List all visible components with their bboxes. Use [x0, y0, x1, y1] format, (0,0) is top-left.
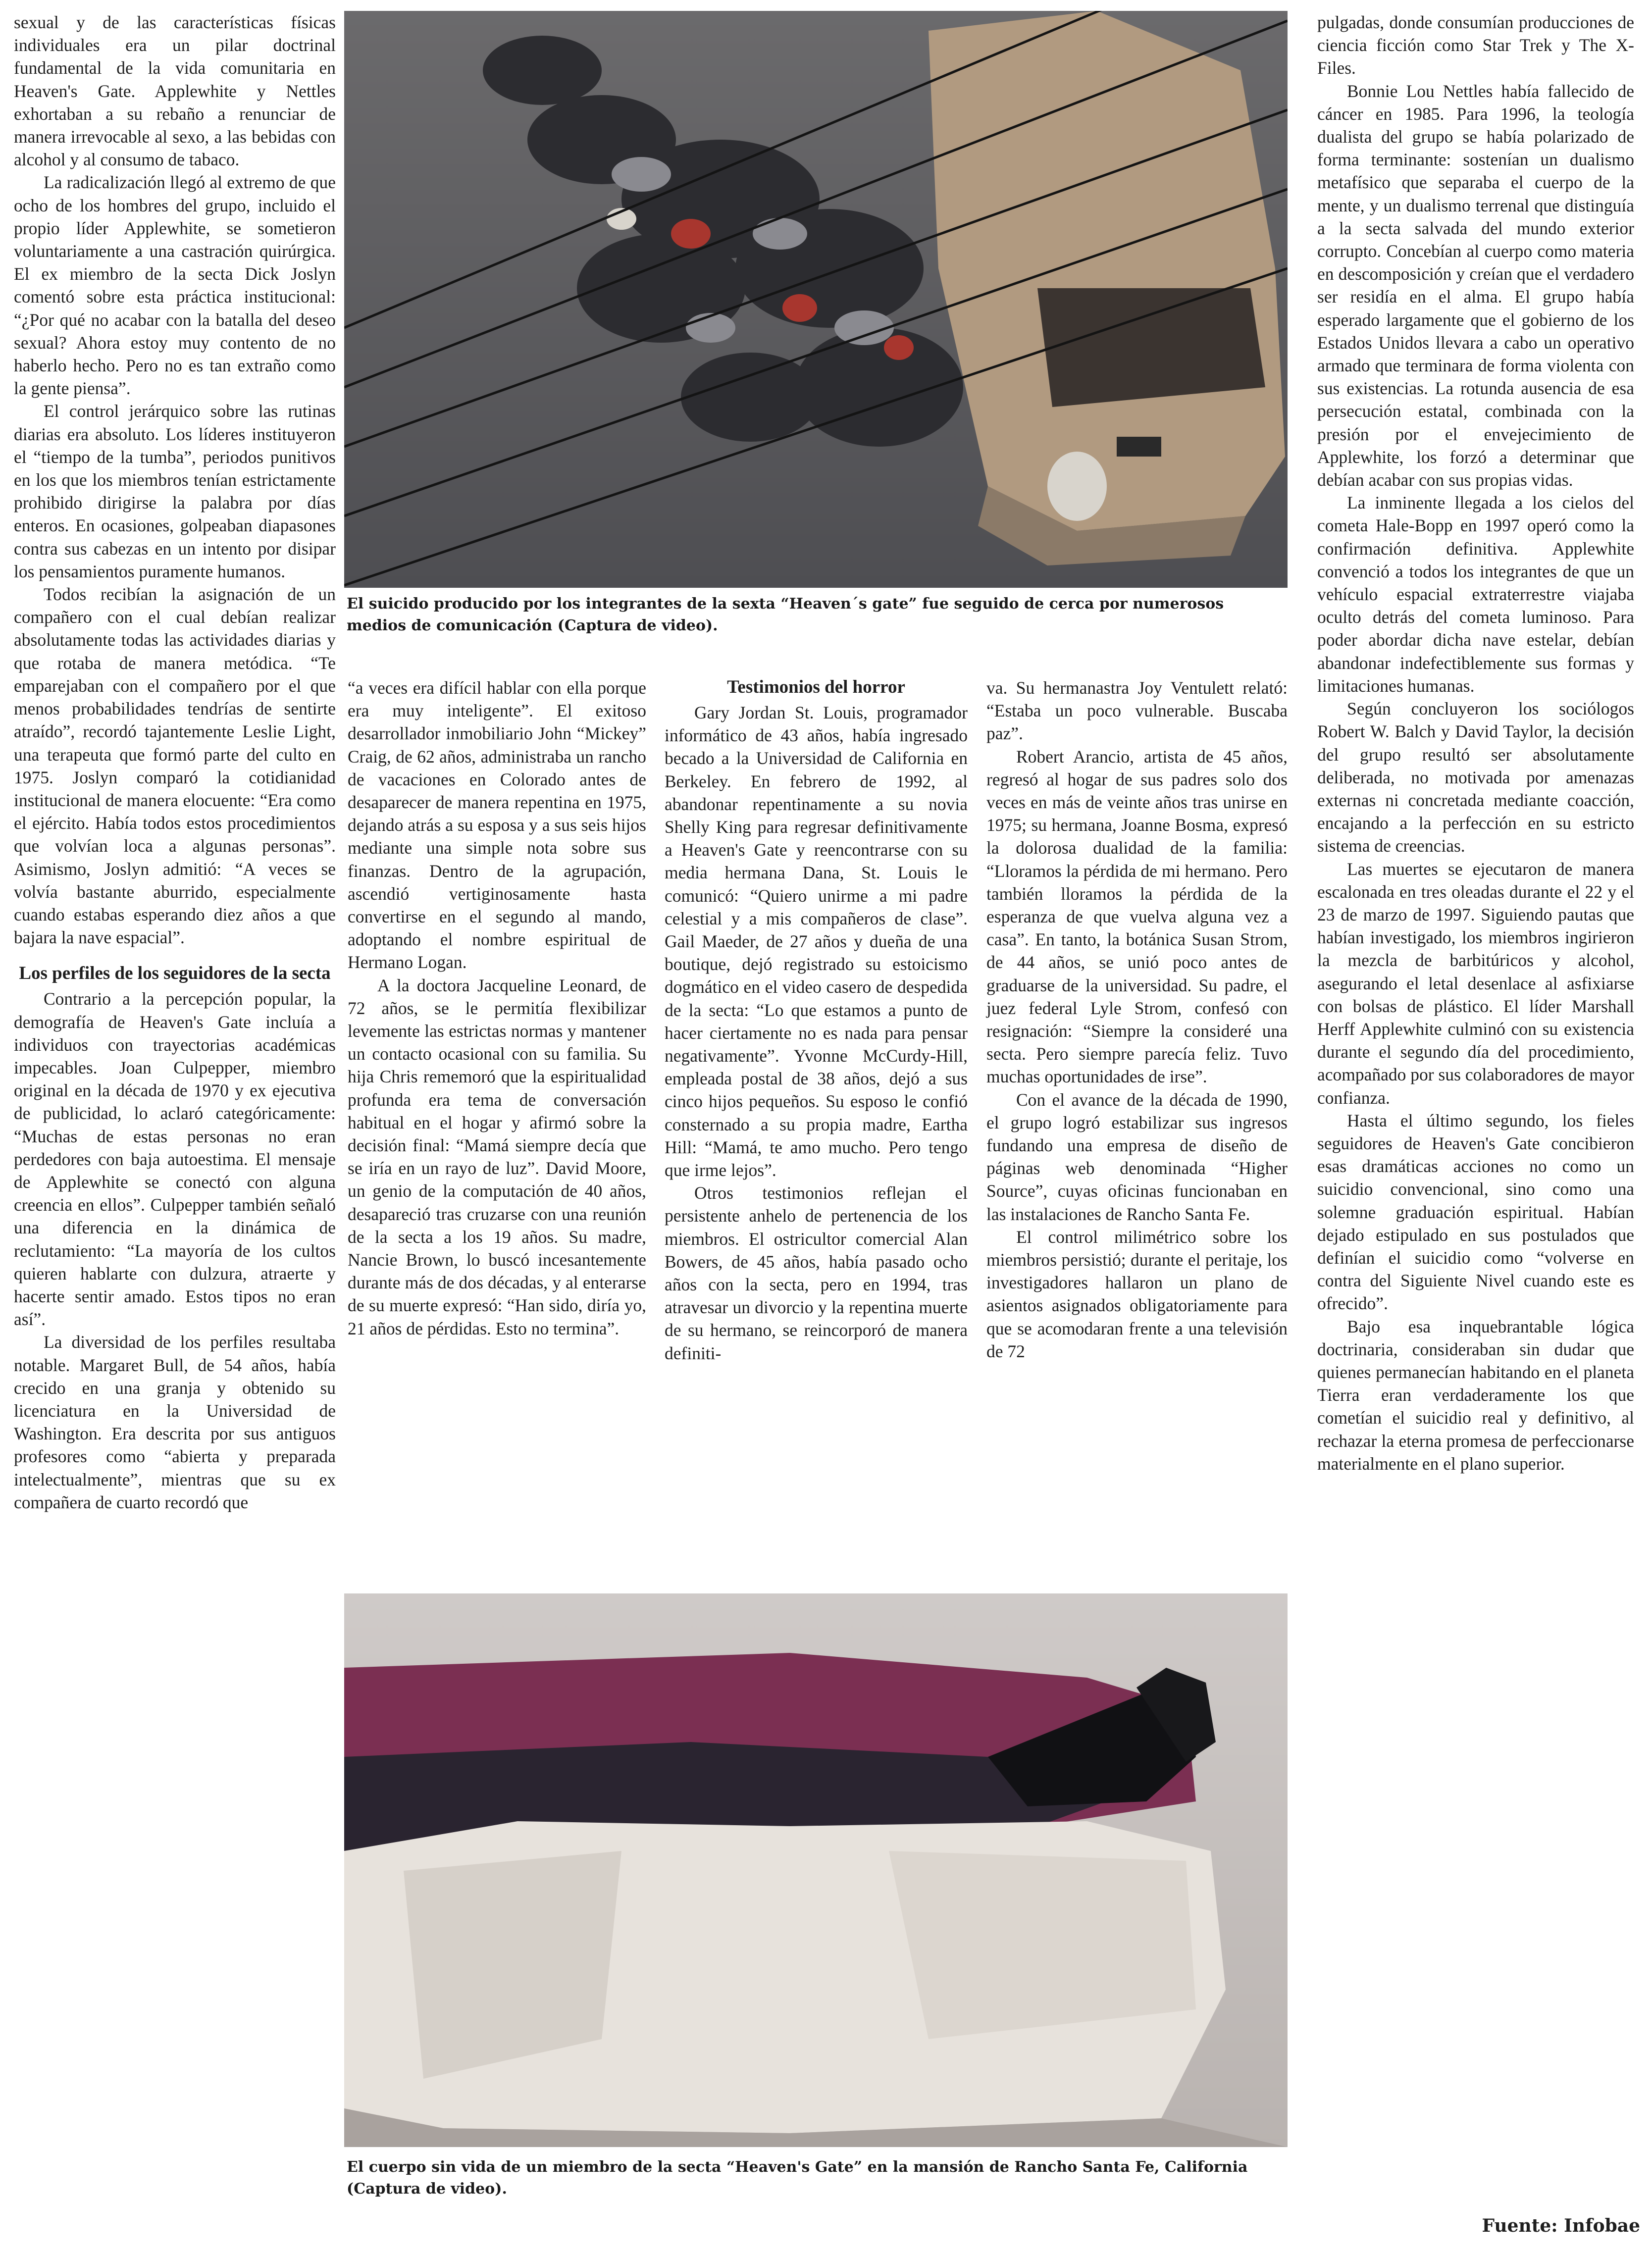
column-2 [348, 676, 646, 1340]
paragraph: La diversidad de los perfiles resultaba notable. Margaret Bull, de 54 años, había crecido en una granja y obtenido su licenciatura en la Universidad de Washington. Era descrita por sus antiguos profesores como “abierta y preparada intelectualmente”, mientras que su ex compañera de cuarto recordó que [14, 1332, 336, 1512]
section-heading-testimonios: Testimonios del horror [727, 677, 905, 697]
caption-photo-1: El suicido producido por los integrantes de la sexta “Heaven´s gate” fue seguido de cerca por numerosos medios de comunicación (Captura de video). [347, 595, 1224, 634]
paragraph: Otros testimonios reflejan el persistente anhelo de pertenencia de los miembros. El ostricultor comercial Alan Bowers, de 45 años, había pasado ocho años con la secta, pero en 1994, tras atravesar un divorcio y la repentina muerte de su hermano, se reincorporó de manera definiti- [665, 1183, 968, 1363]
source-credit: Fuente: Infobae [1482, 2215, 1640, 2236]
paragraph: Con el avance de la década de 1990, el grupo logró estabilizar sus ingresos fundando una empresa de diseño de páginas web denominada “Higher Source”, cuyas oficinas funcionaban en las instalaciones de Rancho Santa Fe. [986, 1089, 1288, 1224]
paragraph: Hasta el último segundo, los fieles seguidores de Heaven's Gate concibieron esas dramáticas acciones no como un suicidio convencional, sino como una solemne graduación espiritual. Habían dejado estipulado en sus postulados que definían el suicidio como “volverse en contra del Siguiente Nivel cuando este es ofrecido”. [1317, 1110, 1634, 1314]
caption-photo-2: El cuerpo sin vida de un miembro de la secta “Heaven's Gate” en la mansión de Rancho Santa Fe, California (Captura de video). [347, 2158, 1248, 2198]
paragraph: El control milimétrico sobre los miembros persistió; durante el peritaje, los investigadores hallaron un plano de asientos asignados obligatoriamente para que se acomodaran frente a una televisión de 72 [986, 1227, 1288, 1361]
column-1-top [14, 11, 336, 1514]
section-heading-profiles: Los perfiles de los seguidores de la secta [19, 963, 331, 984]
paragraph: va. Su hermanastra Joy Ventulett relató: “Estaba un poco vulnerable. Buscaba paz”. [986, 678, 1288, 744]
paragraph: Todos recibían la asignación de un compañero con el cual debían realizar absolutamente todas las actividades diarias y que rotaba de manera metódica. “Te emparejaban con el compañero por el que menos probabilidades tendrías de sentirte atraído”, recordó tajantemente Leslie Light, una terapeuta que formó parte del culto en 1975. Joslyn comparó la cotidianidad institucional de manera elocuente: “Era como el ejército. Había todos estos procedimientos que volvían loca a algunas personas”. Asimismo, Joslyn admitió: “A veces se volvía bastante aburrido, especialmente cuando estabas esperando diez años a que bajara la nave espacial”. [14, 584, 336, 948]
paragraph: La radicalización llegó al extremo de que ocho de los hombres del grupo, incluido el propio líder Applewhite, se sometieron voluntariamente a una castración quirúrgica. El ex miembro de la secta Dick Joslyn comentó sobre esta práctica institucional: “¿Por qué no acabar con la batalla del deseo sexual? Ahora estoy muy contento de no haberlo hecho. Pero no es tan extraño como la gente piensa”. [14, 172, 336, 399]
photo-media-crowd [344, 11, 1288, 588]
paragraph: Bajo esa inquebrantable lógica doctrinaria, consideraban sin dudar que quienes permanecían habitando en el planeta Tierra eran verdaderamente los que cometían el suicidio real y definitivo, al rechazar la eterna promesa de perfeccionarse materialmente en el plano superior. [1317, 1316, 1634, 1474]
column-4 [986, 676, 1288, 1363]
paragraph: “a veces era difícil hablar con ella porque era muy inteligente”. El exitoso desarrollador inmobiliario John “Mickey” Craig, de 62 años, administraba un rancho de vacaciones en Colorado antes de desaparecer de manera repentina en 1975, dejando atrás a su esposa y a sus seis hijos mediante una simple nota sobre sus finanzas. Dentro de la agrupación, ascendió vertiginosamente hasta convertirse en el segundo al mando, adoptando el nombre espiritual de Hermano Logan. [348, 678, 646, 973]
paragraph: Gary Jordan St. Louis, programador informático de 43 años, había ingresado becado a la Universidad de California en Berkeley. En febrero de 1992, al abandonar repentinamente a su novia Shelly King para regresar definitivamente a Heaven's Gate y reencontrarse con su media hermana Dana, St. Louis le comunicó: “Quiero unirme a mi padre celestial y a mis compañeros de clase”. Gail Maeder, de 27 años y dueña de una boutique, dejó registrado su estoicismo dogmático en el video casero de despedida de la secta: “Lo que estamos a punto de hacer ciertamente no es nada para pensar negativamente”. Yvonne McCurdy-Hill, empleada postal de 38 años, dejó a sus cinco hijos pequeños. Su esposo le confió consternado a su propia madre, Eartha Hill: “Mamá, te amo mucho. Pero tengo que irme lejos”. [665, 703, 968, 1180]
photo-shrouded-body [344, 1593, 1288, 2147]
paragraph: Robert Arancio, artista de 45 años, regresó al hogar de sus padres solo dos veces en más de veinte años tras unirse en 1975; su hermana, Joanne Bosma, expresó la dolorosa dualidad de la familia: “Lloramos la pérdida de mi hermano. Pero también lloramos la pérdida de la esperanza de que vuelva alguna vez a casa”. En tanto, la botánica Susan Strom, de 44 años, se unió poco antes de graduarse de la universidad. Su padre, el juez federal Lyle Strom, confesó con resignación: “Siempre la consideré una secta. Pero siempre parecía feliz. Tuvo muchas oportunidades de irse”. [986, 746, 1288, 1087]
paragraph: A la doctora Jacqueline Leonard, de 72 años, se le permitía flexibilizar levemente las estrictas normas y mantener un contacto ocasional con su familia. Su hija Chris rememoró que la espiritualidad profunda era tema de conversación habitual en el hogar y afirmó sobre la decisión final: “Mamá siempre decía que se iría en un rayo de luz”. David Moore, un genio de la computación de 40 años, desapareció tras cruzarse con una reunión de la secta a los 19 años. Su madre, Nancie Brown, lo buscó incesantemente durante más de dos décadas, y al enterarse de su muerte expresó: “Han sido, diría yo, 21 años de pérdidas. Esto no termina”. [348, 975, 646, 1338]
paragraph: La inminente llegada a los cielos del cometa Hale-Bopp en 1997 operó como la confirmación definitiva. Applewhite convenció a todos los integrantes de que un vehículo espacial extraterrestre viajaba oculto detrás del cometa luminoso. Para poder abordar dicha nave estelar, debían abandonar indefectiblemente sus formas y limitaciones humanas. [1317, 493, 1634, 696]
paragraph: Según concluyeron los sociólogos Robert W. Balch y David Taylor, la decisión del grupo resultó ser absolutamente deliberada, no motivada por amenazas externas ni concretada mediante coacción, encajando a la perfección en su estricto sistema de creencias. [1317, 699, 1634, 856]
paragraph: sexual y de las características físicas individuales era un pilar doctrinal fundamental de la vida comunitaria en Heaven's Gate. Applewhite y Nettles exhortaban a su rebaño a renunciar de manera irrevocable al sexo, a las bebidas con alcohol y al consumo de tabaco. [14, 12, 336, 170]
paragraph: Bonnie Lou Nettles había fallecido de cáncer en 1985. Para 1996, la teología dualista del grupo se había polarizado de forma terminante: sostenían un dualismo metafísico que separaba el cuerpo de la mente, y un dualismo terrenal que distinguía a la secta salvada del mundo exterior corrupto. Concebían al cuerpo como materia en descomposición y creían que el verdadero ser residía en el alma. El grupo había esperado largamente que el gobierno de los Estados Unidos llevara a cabo un operativo armado que terminara de forma violenta con sus existencias. La rotunda ausencia de esa persecución estatal, combinada con la presión por el envejecimiento de Applewhite, los forzó a determinar que debían acabar con sus propias vidas. [1317, 81, 1634, 490]
paragraph: Contrario a la percepción popular, la demografía de Heaven's Gate incluía a individuos con trayectorias académicas impecables. Joan Culpepper, miembro original en la década de 1970 y ex ejecutiva de publicidad, lo aclaró categóricamente: “Muchas de estas personas no eran perdedores con baja autoestima. El mensaje de Applewhite se conectó con alguna creencia en ellos”. Culpepper también señaló una diferencia en la dinámica de reclutamiento: “La mayoría de los cultos quieren hablarte con dulzura, atraerte y hacerte sentir amado. Estos tipos no eran así”. [14, 989, 336, 1330]
column-5 [1317, 11, 1634, 1475]
paragraph: El control jerárquico sobre las rutinas diarias era absoluto. Los líderes instituyeron el “tiempo de la tumba”, periodos punitivos en los que los miembros tenían estrictamente prohibido dirigirse la palabra por días enteros. En ocasiones, golpeaban diapasones contra sus cabezas en un intento por disipar los pensamientos puramente humanos. [14, 401, 336, 581]
column-3 [665, 676, 968, 1365]
paragraph: pulgadas, donde consumían producciones de ciencia ficción como Star Trek y The X-Files. [1317, 12, 1634, 78]
paragraph: Las muertes se ejecutaron de manera escalonada en tres oleadas durante el 22 y el 23 de marzo de 1997. Siguiendo pautas que habían investigado, los miembros ingirieron la mezcla de barbitúricos y alcohol, asegurando el letal desenlace al asfixiarse con bolsas de plástico. El líder Marshall Herff Applewhite culminó con su existencia durante el segundo día del procedimiento, acompañado por sus colaboradores de mayor confianza. [1317, 859, 1634, 1108]
